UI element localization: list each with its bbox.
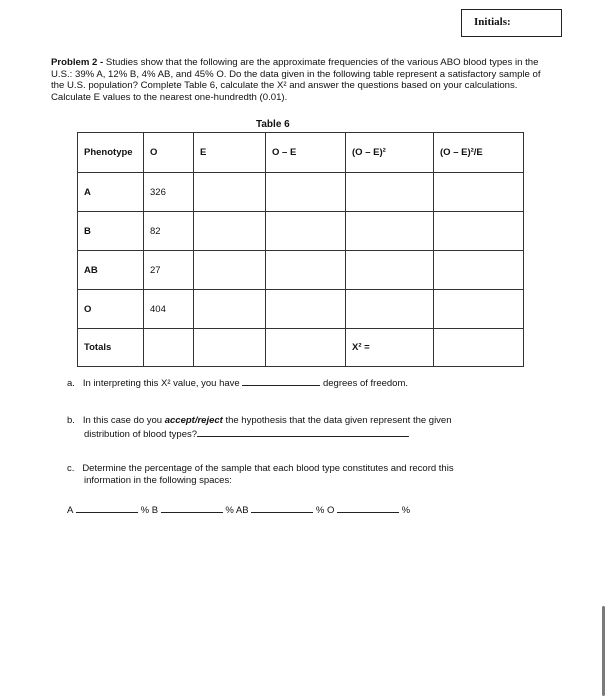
scrollbar[interactable] <box>602 606 605 696</box>
percent-end-label: % <box>401 505 411 516</box>
o-minus-e-input-cell[interactable] <box>266 173 346 212</box>
table-row <box>78 212 524 251</box>
degrees-of-freedom-blank[interactable] <box>242 376 320 386</box>
totals-label: Totals <box>78 329 144 367</box>
chi-term-input-cell[interactable] <box>434 251 524 290</box>
observed-cell: 326 <box>144 173 194 212</box>
question-c <box>67 463 537 486</box>
observed-cell: 82 <box>144 212 194 251</box>
question-b <box>67 415 537 440</box>
question-b-text-2: the hypothesis that the data given represent the given <box>225 415 452 426</box>
header-chi-term: (O – E)²/E <box>434 133 524 173</box>
expected-input-cell[interactable] <box>194 290 266 329</box>
question-a <box>67 376 408 390</box>
question-a-text-2: degrees of freedom. <box>322 378 409 389</box>
expected-total-cell[interactable] <box>194 329 266 367</box>
table-title: Table 6 <box>256 119 290 130</box>
phenotype-cell: O <box>78 290 144 329</box>
percent-ab-blank[interactable] <box>251 503 313 513</box>
question-a-prefix: a. <box>67 378 75 389</box>
percent-b-blank[interactable] <box>161 503 223 513</box>
table-header-row <box>78 133 524 173</box>
question-c-text-2: information in the following spaces: <box>84 474 232 486</box>
percent-ab-label: % AB <box>225 505 249 516</box>
question-b-prefix: b. <box>67 415 75 426</box>
chi-term-input-cell[interactable] <box>434 173 524 212</box>
totals-row <box>78 329 524 367</box>
chi-square-input-cell[interactable] <box>434 329 524 367</box>
question-b-text-1: In this case do you <box>82 415 163 426</box>
percent-o-blank[interactable] <box>337 503 399 513</box>
o-minus-e-input-cell[interactable] <box>266 212 346 251</box>
observed-cell: 404 <box>144 290 194 329</box>
squared-input-cell[interactable] <box>346 173 434 212</box>
question-c-text-1: Determine the percentage of the sample that each blood type constitutes and record this <box>82 463 454 474</box>
problem-text: Studies show that the following are the approximate frequencies of the various ABO blood types in the U.S.: 39% A, 12% B, 4% AB, and 45% O. Do the data given in the following table represent a satisfactory sample of the U.S. population? Complete Table 6, calculate the X² and answer the questions based on your calculations. Calculate E values to the nearest one-hundredth (0.01). <box>51 57 541 103</box>
percent-b-label: % B <box>140 505 159 516</box>
header-o-minus-e: O – E <box>266 133 346 173</box>
phenotype-cell: B <box>78 212 144 251</box>
initials-label: Initials: <box>474 16 511 28</box>
expected-input-cell[interactable] <box>194 173 266 212</box>
question-b-text-3: distribution of blood types? <box>84 428 198 440</box>
squared-input-cell[interactable] <box>346 290 434 329</box>
expected-input-cell[interactable] <box>194 251 266 290</box>
initials-box[interactable] <box>461 9 562 37</box>
percent-a-label: A <box>67 505 74 516</box>
squared-input-cell[interactable] <box>346 251 434 290</box>
table-row <box>78 290 524 329</box>
question-b-emphasis: accept/reject <box>164 415 223 426</box>
percent-a-blank[interactable] <box>76 503 138 513</box>
expected-input-cell[interactable] <box>194 212 266 251</box>
percent-o-label: % O <box>315 505 335 516</box>
header-observed: O <box>144 133 194 173</box>
percentage-row <box>67 503 410 516</box>
question-a-text-1: In interpreting this X² value, you have <box>82 378 240 389</box>
observed-cell: 27 <box>144 251 194 290</box>
o-minus-e-total-cell[interactable] <box>266 329 346 367</box>
table-row <box>78 251 524 290</box>
phenotype-cell: AB <box>78 251 144 290</box>
question-c-prefix: c. <box>67 463 75 474</box>
o-minus-e-input-cell[interactable] <box>266 290 346 329</box>
table-row <box>78 173 524 212</box>
o-minus-e-input-cell[interactable] <box>266 251 346 290</box>
header-squared: (O – E)² <box>346 133 434 173</box>
observed-total-cell[interactable] <box>144 329 194 367</box>
problem-label: Problem 2 - <box>51 57 104 68</box>
accept-reject-blank[interactable] <box>197 427 409 437</box>
header-expected: E <box>194 133 266 173</box>
table-6 <box>77 132 524 367</box>
squared-input-cell[interactable] <box>346 212 434 251</box>
header-phenotype: Phenotype <box>78 133 144 173</box>
phenotype-cell: A <box>78 173 144 212</box>
chi-square-label: X² = <box>346 329 434 367</box>
chi-term-input-cell[interactable] <box>434 212 524 251</box>
problem-statement <box>51 57 551 103</box>
chi-term-input-cell[interactable] <box>434 290 524 329</box>
